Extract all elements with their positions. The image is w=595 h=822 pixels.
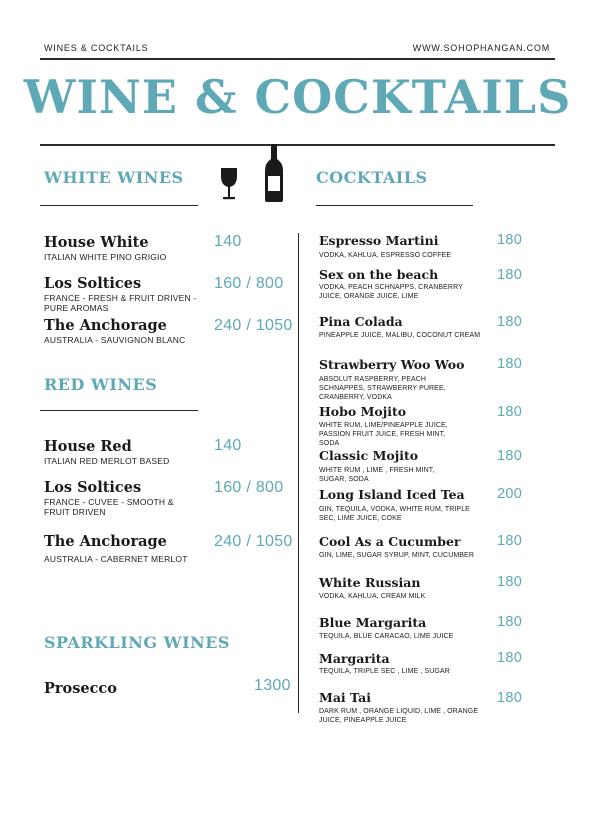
cocktail-name: Strawberry Woo Woo [319, 357, 465, 372]
red-wine-name: House Red [44, 438, 132, 455]
cocktail-price: 180 [497, 614, 523, 630]
cocktail-name: White Russian [319, 575, 421, 590]
red-wine-price: 140 [214, 437, 242, 454]
red-wine-price: 240 / 1050 [214, 533, 293, 550]
cocktail-name: Blue Margarita [319, 615, 427, 630]
white-wines-heading: WHITE WINES [44, 168, 184, 187]
cocktail-desc: ABSOLUT RASPBERRY, PEACH SCHNAPPES, STRAWBERRY PUREE, CRANBERRY, VODKA [319, 376, 446, 401]
white-wine-price: 240 / 1050 [214, 317, 293, 334]
white-wine-price: 160 / 800 [214, 275, 284, 292]
wine-glass-icon [219, 166, 239, 204]
title-rule [40, 144, 555, 146]
cocktail-desc: PINEAPPLE JUICE, MALIBU, COCONUT CREAM [319, 332, 481, 339]
cocktail-price: 180 [497, 404, 523, 420]
red-wine-name: The Anchorage [44, 533, 167, 550]
cocktail-desc: TEQUILA, BLUE CARACAO, LIME JUICE [319, 633, 454, 640]
red-wine-desc: ITALIAN RED MERLOT BASED [44, 456, 170, 466]
cocktail-name: Margarita [319, 651, 390, 666]
red-wine-desc: AUSTRALIA - CABERNET MERLOT [44, 554, 188, 564]
wine-bottle-icon [264, 143, 284, 203]
white-wine-name: Los Soltices [44, 275, 142, 292]
cocktail-price: 180 [497, 650, 523, 666]
top-rule [40, 58, 555, 60]
cocktail-name: Espresso Martini [319, 233, 439, 248]
cocktail-desc: DARK RUM , ORANGE LIQUID, LIME , ORANGE JUICE, PINEAPPLE JUICE [319, 708, 479, 724]
cocktail-name: Long Island Iced Tea [319, 487, 465, 502]
white-wine-desc: AUSTRALIA - SAUVIGNON BLANC [44, 335, 186, 345]
cocktail-price: 180 [497, 690, 523, 706]
cocktail-desc: VODKA, KAHLUA, ESPRESSO COFFEE [319, 252, 452, 259]
cocktail-price: 180 [497, 574, 523, 590]
cocktail-name: Hobo Mojito [319, 404, 407, 419]
cocktail-desc: GIN, LIME, SUGAR SYRUP, MINT, CUCUMBER [319, 552, 474, 559]
cocktail-name: Cool As a Cucumber [319, 534, 461, 549]
cocktail-desc: WHITE RUM , LIME , FRESH MINT, SUGAR, SODA [319, 467, 435, 483]
white-wine-desc: ITALIAN WHITE PINO GRIGIO [44, 252, 167, 262]
header-left-text: WINES & COCKTAILS [44, 43, 149, 53]
cocktail-name: Pina Colada [319, 314, 403, 329]
cocktail-desc: TEQUILA, TRIPLE SEC , LIME , SUGAR [319, 668, 450, 675]
page-title: WINE & COCKTAILS [23, 70, 572, 124]
red-wines-rule [40, 410, 198, 411]
cocktail-desc: WHITE RUM, LIME/PINEAPPLE JUICE, PASSION FRUIT JUICE, FRESH MINT, SODA [319, 422, 448, 447]
cocktails-heading: COCKTAILS [316, 168, 428, 187]
cocktail-desc: VODKA, PEACH SCHNAPPS, CRANBERRY JUICE, ORANGE JUICE, LIME [319, 284, 463, 300]
red-wines-heading: RED WINES [44, 375, 158, 394]
column-divider [298, 233, 299, 713]
cocktail-price: 200 [497, 486, 523, 502]
cocktail-price: 180 [497, 267, 523, 283]
header-website: WWW.SOHOPHANGAN.COM [412, 43, 550, 53]
red-wine-desc: FRANCE - CUVEE - SMOOTH & FRUIT DRIVEN [44, 497, 174, 517]
white-wines-rule [40, 205, 198, 206]
cocktail-price: 180 [497, 314, 523, 330]
red-wine-price: 160 / 800 [214, 479, 284, 496]
cocktails-rule [316, 205, 473, 206]
cocktail-price: 180 [497, 356, 523, 372]
cocktail-desc: GIN, TEQUILA, VODKA, WHITE RUM, TRIPLE SEC, LIME JUICE, COKE [319, 506, 470, 522]
cocktail-name: Mai Tai [319, 690, 371, 705]
sparkling-wines-heading: SPARKLING WINES [44, 633, 230, 652]
white-wine-name: House White [44, 234, 149, 251]
cocktail-name: Sex on the beach [319, 267, 439, 282]
white-wine-desc: FRANCE - FRESH & FRUIT DRIVEN - PURE AROMAS [44, 293, 197, 313]
cocktail-price: 180 [497, 533, 523, 549]
red-wine-name: Los Soltices [44, 479, 142, 496]
cocktail-name: Classic Mojito [319, 448, 419, 463]
sparkling-wine-price: 1300 [254, 677, 291, 694]
white-wine-price: 140 [214, 233, 242, 250]
white-wine-name: The Anchorage [44, 317, 167, 334]
sparkling-wine-name: Prosecco [44, 680, 117, 697]
cocktail-price: 180 [497, 232, 523, 248]
cocktail-price: 180 [497, 448, 523, 464]
cocktail-desc: VODKA, KAHLUA, CREAM MILK [319, 593, 426, 600]
